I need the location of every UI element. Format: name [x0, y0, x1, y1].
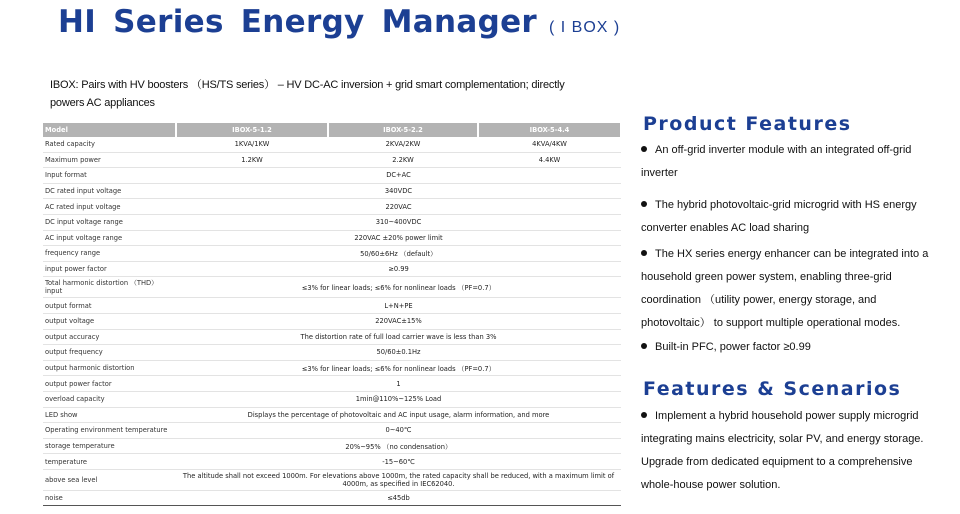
row-value: 220VAC	[176, 199, 621, 215]
row-label: output harmonic distortion	[43, 360, 176, 376]
row-value: -15~60℃	[176, 454, 621, 470]
row-label: above sea level	[43, 469, 176, 490]
header-model-2: IBOX-5-2.2	[328, 123, 478, 137]
table-row	[43, 454, 621, 470]
header-model-3: IBOX-5-4.4	[478, 123, 621, 137]
row-value: 220VAC ±20% power limit	[176, 230, 621, 246]
row-label: Rated capacity	[43, 137, 176, 152]
row-value: ≥0.99	[176, 261, 621, 277]
row-label: output power factor	[43, 376, 176, 392]
table-row	[43, 261, 621, 277]
row-value: 50/60±0.1Hz	[176, 345, 621, 361]
list-item	[641, 243, 946, 335]
table-row	[43, 407, 621, 423]
table-row	[43, 298, 621, 314]
row-value: Displays the percentage of photovoltaic and AC input usage, alarm information, and more	[176, 407, 621, 423]
table-row	[43, 230, 621, 246]
table-row	[43, 137, 621, 152]
list-item	[641, 405, 946, 497]
row-value: DC+AC	[176, 168, 621, 184]
table-row	[43, 391, 621, 407]
list-item	[641, 194, 946, 240]
row-value: 0~40℃	[176, 423, 621, 439]
row-value: 4KVA/4KW	[478, 137, 621, 152]
table-row	[43, 490, 621, 506]
table-row	[43, 469, 621, 490]
table-row	[43, 199, 621, 215]
table-row	[43, 152, 621, 168]
table-row	[43, 360, 621, 376]
row-value: 1min@110%~125% Load	[176, 391, 621, 407]
header-model-1: IBOX-5-1.2	[176, 123, 328, 137]
table-row	[43, 376, 621, 392]
row-value: 1.2KW	[176, 152, 328, 168]
table-row	[43, 168, 621, 184]
bullet-icon	[641, 412, 647, 418]
feature-text: The hybrid photovoltaic-grid microgrid with HS energy converter enables AC load sharing	[641, 199, 917, 234]
row-label: input power factor	[43, 261, 176, 277]
intro-text: IBOX: Pairs with HV boosters （HS/TS series） – HV DC-AC inversion + grid smart complementation; directly powers AC appliances	[50, 79, 565, 109]
row-label: Input format	[43, 168, 176, 184]
scenario-text: Implement a hybrid household power supply microgrid integrating mains electricity, solar PV, and energy storage. Upgrade from dedicated equipment to a comprehensive whole-house power solution.	[641, 410, 924, 491]
table-row	[43, 345, 621, 361]
row-label: overload capacity	[43, 391, 176, 407]
row-label: DC input voltage range	[43, 214, 176, 230]
title-main: HI Series Energy Manager	[58, 4, 538, 40]
row-label: storage temperature	[43, 438, 176, 454]
row-value: ≤3% for linear loads; ≤6% for nonlinear loads （PF=0.7）	[176, 360, 621, 376]
row-value: ≤3% for linear loads; ≤6% for nonlinear loads （PF=0.7）	[176, 277, 621, 298]
row-label: Maximum power	[43, 152, 176, 168]
row-label: LED show	[43, 407, 176, 423]
bullet-icon	[641, 201, 647, 207]
row-label: temperature	[43, 454, 176, 470]
header-model: Model	[43, 123, 176, 137]
row-value: The altitude shall not exceed 1000m. For elevations above 1000m, the rated capacity shall be reduced, with a maximum limit of 4000m, as specified in IEC62040.	[176, 469, 621, 490]
row-label: output frequency	[43, 345, 176, 361]
row-label: output accuracy	[43, 329, 176, 345]
row-value: 1KVA/1KW	[176, 137, 328, 152]
table-row	[43, 246, 621, 262]
bullet-icon	[641, 250, 647, 256]
row-value: 4.4KW	[478, 152, 621, 168]
row-label: AC input voltage range	[43, 230, 176, 246]
row-value: 2.2KW	[328, 152, 478, 168]
row-label: frequency range	[43, 246, 176, 262]
list-item	[641, 139, 946, 185]
row-value: 2KVA/2KW	[328, 137, 478, 152]
row-value: 20%~95% （no condensation）	[176, 438, 621, 454]
row-label: DC rated input voltage	[43, 183, 176, 199]
bullet-icon	[641, 146, 647, 152]
row-value: The distortion rate of full load carrier wave is less than 3%	[176, 329, 621, 345]
row-label: Total harmonic distortion （THD） input	[43, 277, 176, 298]
list-item	[641, 336, 946, 359]
table-row	[43, 214, 621, 230]
feature-text: The HX series energy enhancer can be integrated into a household green power system, enabling three-grid coordination （utility power, energy storage, and photovoltaic） to support multiple operational modes.	[641, 248, 929, 329]
row-value: 220VAC±15%	[176, 313, 621, 329]
features-scenarios-heading: Features & Scenarios	[643, 378, 902, 400]
row-value: ≤45db	[176, 490, 621, 506]
feature-text: An off-grid inverter module with an integrated off-grid inverter	[641, 144, 912, 179]
page-title	[58, 4, 620, 40]
table-header-row	[43, 123, 621, 137]
row-label: output format	[43, 298, 176, 314]
row-label: output voltage	[43, 313, 176, 329]
row-value: L+N+PE	[176, 298, 621, 314]
title-sub: ( I BOX )	[549, 19, 621, 36]
row-label: noise	[43, 490, 176, 506]
row-label: AC rated input voltage	[43, 199, 176, 215]
product-features-heading: Product Features	[643, 113, 852, 135]
bullet-icon	[641, 343, 647, 349]
row-label: Operating environment temperature	[43, 423, 176, 439]
table-row	[43, 438, 621, 454]
spec-table	[43, 123, 622, 506]
table-row	[43, 329, 621, 345]
table-row	[43, 277, 621, 298]
row-value: 50/60±6Hz （default）	[176, 246, 621, 262]
row-value: 1	[176, 376, 621, 392]
table-row	[43, 423, 621, 439]
row-value: 340VDC	[176, 183, 621, 199]
table-row	[43, 313, 621, 329]
table-row	[43, 183, 621, 199]
feature-text: Built-in PFC, power factor ≥0.99	[655, 341, 811, 353]
row-value: 310~400VDC	[176, 214, 621, 230]
